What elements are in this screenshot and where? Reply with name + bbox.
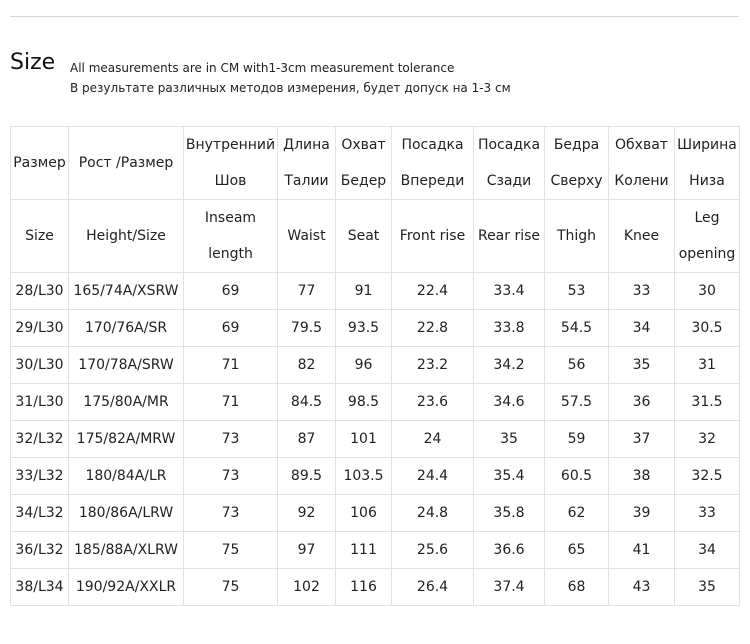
header-label: Впереди — [400, 173, 465, 189]
table-cell: 24.8 — [392, 495, 474, 532]
table-cell: 38/L34 — [11, 569, 69, 606]
table-cell: 111 — [336, 532, 392, 569]
table-cell: 34 — [609, 310, 675, 347]
table-cell: 73 — [184, 458, 278, 495]
table-cell: 175/82A/MRW — [69, 421, 184, 458]
table-cell: 34 — [675, 532, 740, 569]
table-cell: 59 — [545, 421, 609, 458]
table-cell: 37 — [609, 421, 675, 458]
table-cell: 31 — [675, 347, 740, 384]
table-cell: 33.8 — [474, 310, 545, 347]
header-label: Размер — [13, 155, 66, 171]
top-divider — [10, 16, 739, 17]
table-cell: 35.8 — [474, 495, 545, 532]
table-cell: 93.5 — [336, 310, 392, 347]
header-label: opening — [678, 246, 736, 262]
table-cell: 24.4 — [392, 458, 474, 495]
header-cell — [609, 127, 675, 200]
table-cell: 35 — [609, 347, 675, 384]
header-label: Посадка — [401, 137, 464, 153]
table-cell: 190/92A/XXLR — [69, 569, 184, 606]
table-cell: 96 — [336, 347, 392, 384]
table-cell: 75 — [184, 532, 278, 569]
table-cell: 24 — [392, 421, 474, 458]
table-cell: 71 — [184, 347, 278, 384]
header-cell — [184, 127, 278, 200]
table-cell: 180/86A/LRW — [69, 495, 184, 532]
header-label: Колени — [614, 173, 669, 189]
tolerance-note-english: All measurements are in CM with1-3cm measurement tolerance — [70, 61, 455, 75]
table-cell: 103.5 — [336, 458, 392, 495]
table-cell: 53 — [545, 273, 609, 310]
table-cell: 33/L32 — [11, 458, 69, 495]
header-label: Охват — [341, 137, 386, 153]
header-label: Height/Size — [86, 228, 166, 244]
table-cell: 34/L32 — [11, 495, 69, 532]
header-label: Бедра — [553, 137, 600, 153]
header-label: Посадка — [477, 137, 541, 153]
header-label: Inseam — [204, 210, 257, 226]
table-cell: 31/L30 — [11, 384, 69, 421]
header-cell — [545, 200, 609, 273]
table-cell: 116 — [336, 569, 392, 606]
table-cell: 35.4 — [474, 458, 545, 495]
table-cell: 102 — [278, 569, 336, 606]
table-cell: 170/76A/SR — [69, 310, 184, 347]
table-cell: 68 — [545, 569, 609, 606]
header-cell — [11, 200, 69, 273]
size-chart-table — [10, 126, 740, 606]
table-row — [11, 532, 740, 569]
table-cell: 35 — [675, 569, 740, 606]
header-cell — [278, 200, 336, 273]
header-label: Шов — [214, 173, 247, 189]
table-cell: 22.4 — [392, 273, 474, 310]
header-cell — [609, 200, 675, 273]
table-cell: 69 — [184, 310, 278, 347]
table-cell: 101 — [336, 421, 392, 458]
table-row — [11, 347, 740, 384]
table-cell: 36 — [609, 384, 675, 421]
table-cell: 65 — [545, 532, 609, 569]
table-cell: 180/84A/LR — [69, 458, 184, 495]
table-cell: 30/L30 — [11, 347, 69, 384]
table-cell: 33.4 — [474, 273, 545, 310]
table-cell: 33 — [609, 273, 675, 310]
table-cell: 82 — [278, 347, 336, 384]
header-cell — [184, 200, 278, 273]
table-cell: 185/88A/XLRW — [69, 532, 184, 569]
table-cell: 33 — [675, 495, 740, 532]
header-cell — [675, 200, 740, 273]
table-cell: 31.5 — [675, 384, 740, 421]
header-cell — [11, 127, 69, 200]
header-cell — [336, 200, 392, 273]
header-cell — [392, 200, 474, 273]
table-cell: 89.5 — [278, 458, 336, 495]
header-label: Сверху — [550, 173, 603, 189]
tolerance-note-russian: В результате различных методов измерения, будет допуск на 1-3 см — [70, 81, 511, 95]
table-row — [11, 384, 740, 421]
header-label: Waist — [287, 228, 326, 244]
table-cell: 26.4 — [392, 569, 474, 606]
table-row — [11, 569, 740, 606]
table-row — [11, 421, 740, 458]
table-cell: 73 — [184, 495, 278, 532]
table-cell: 69 — [184, 273, 278, 310]
table-cell: 71 — [184, 384, 278, 421]
header-label: Обхват — [615, 137, 668, 153]
table-cell: 79.5 — [278, 310, 336, 347]
header-cell — [474, 127, 545, 200]
table-cell: 39 — [609, 495, 675, 532]
table-cell: 32.5 — [675, 458, 740, 495]
table-cell: 25.6 — [392, 532, 474, 569]
table-cell: 22.8 — [392, 310, 474, 347]
table-cell: 38 — [609, 458, 675, 495]
table-cell: 73 — [184, 421, 278, 458]
header-cell — [278, 127, 336, 200]
table-cell: 32/L32 — [11, 421, 69, 458]
table-cell: 32 — [675, 421, 740, 458]
header-label: Rear rise — [477, 228, 541, 244]
header-cell — [474, 200, 545, 273]
header-label: Thigh — [556, 228, 597, 244]
header-cell — [336, 127, 392, 200]
table-cell: 170/78A/SRW — [69, 347, 184, 384]
header-label: Front rise — [399, 228, 466, 244]
header-label: Длина — [283, 137, 330, 153]
table-cell: 36/L32 — [11, 532, 69, 569]
table-cell: 62 — [545, 495, 609, 532]
header-cell — [392, 127, 474, 200]
table-cell: 77 — [278, 273, 336, 310]
header-label: Бедер — [340, 173, 387, 189]
header-label: Size — [25, 228, 54, 244]
header-cell — [69, 200, 184, 273]
table-cell: 87 — [278, 421, 336, 458]
table-cell: 23.2 — [392, 347, 474, 384]
table-row — [11, 458, 740, 495]
header-label: length — [208, 246, 253, 262]
table-row — [11, 310, 740, 347]
header-row-russian — [11, 127, 740, 200]
table-cell: 60.5 — [545, 458, 609, 495]
table-cell: 56 — [545, 347, 609, 384]
table-cell: 97 — [278, 532, 336, 569]
header-label: Knee — [623, 228, 660, 244]
header-cell — [545, 127, 609, 200]
table-cell: 43 — [609, 569, 675, 606]
table-cell: 175/80A/MR — [69, 384, 184, 421]
header-label: Талии — [284, 173, 329, 189]
header-row-english — [11, 200, 740, 273]
table-cell: 34.6 — [474, 384, 545, 421]
header-label: Низа — [689, 173, 725, 189]
header-cell — [675, 127, 740, 200]
header-cell — [69, 127, 184, 200]
table-cell: 165/74A/XSRW — [69, 273, 184, 310]
table-cell: 57.5 — [545, 384, 609, 421]
table-cell: 30 — [675, 273, 740, 310]
table-cell: 34.2 — [474, 347, 545, 384]
table-cell: 92 — [278, 495, 336, 532]
table-cell: 75 — [184, 569, 278, 606]
header-label: Seat — [347, 228, 380, 244]
header-label: Внутренний — [185, 137, 276, 153]
table-cell: 91 — [336, 273, 392, 310]
header-label: Ширина — [677, 137, 737, 153]
table-cell: 30.5 — [675, 310, 740, 347]
table-cell: 98.5 — [336, 384, 392, 421]
table-cell: 54.5 — [545, 310, 609, 347]
table-row — [11, 495, 740, 532]
table-cell: 35 — [474, 421, 545, 458]
table-cell: 84.5 — [278, 384, 336, 421]
page-title: Size — [10, 50, 56, 75]
table-cell: 37.4 — [474, 569, 545, 606]
table-cell: 23.6 — [392, 384, 474, 421]
table-cell: 106 — [336, 495, 392, 532]
table-cell: 29/L30 — [11, 310, 69, 347]
header-label: Сзади — [486, 173, 532, 189]
table-cell: 36.6 — [474, 532, 545, 569]
table-cell: 41 — [609, 532, 675, 569]
header-label: Leg — [694, 210, 720, 226]
table-cell: 28/L30 — [11, 273, 69, 310]
header-label: Рост /Размер — [78, 155, 174, 171]
table-row — [11, 273, 740, 310]
